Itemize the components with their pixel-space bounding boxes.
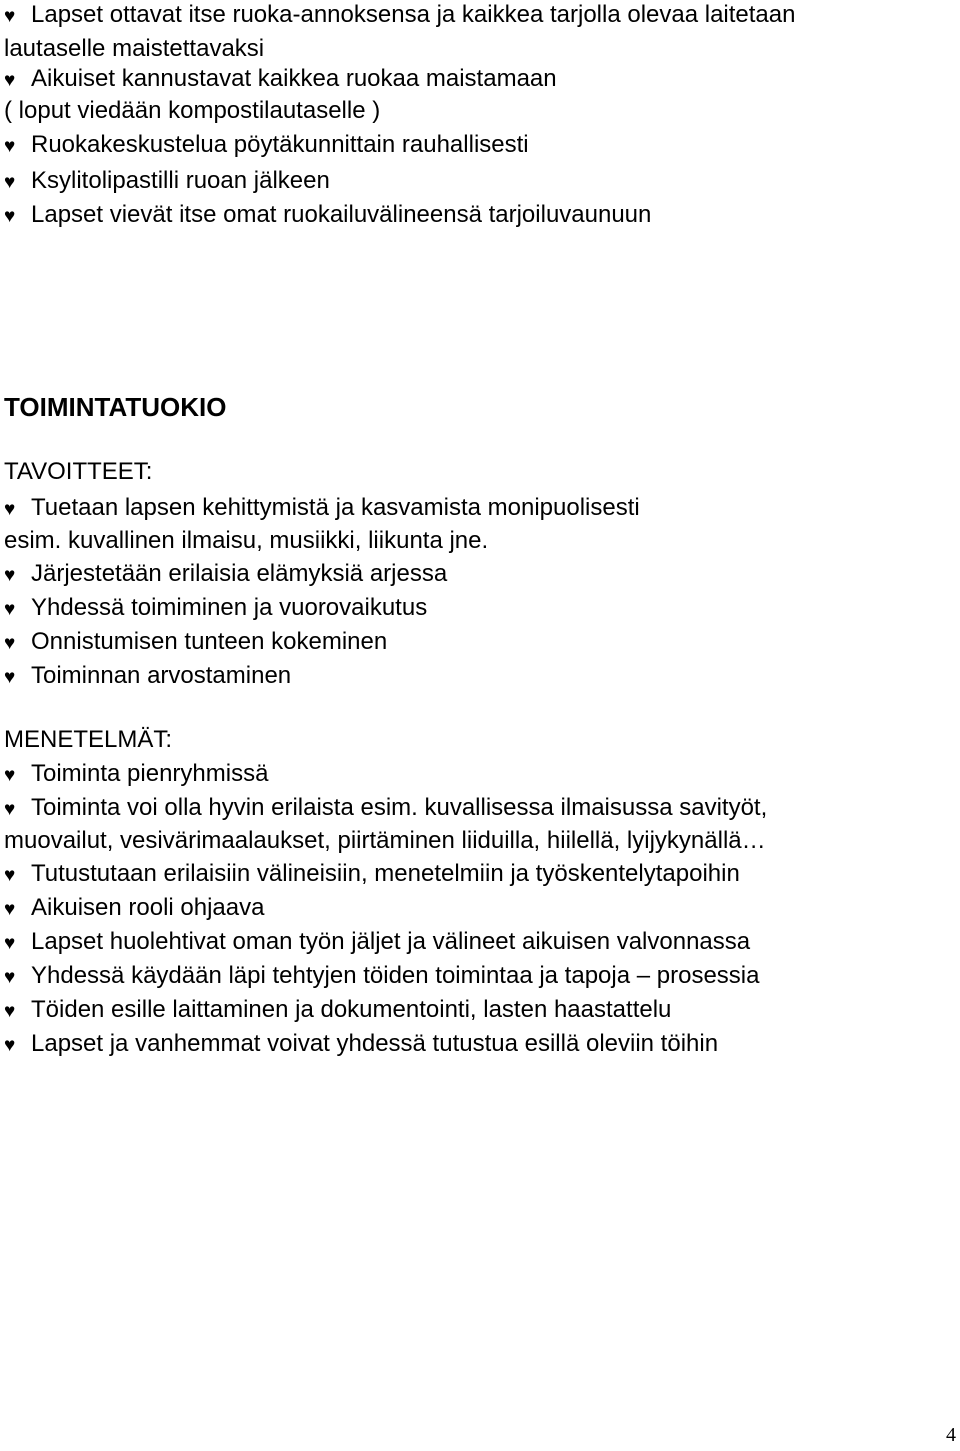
list-item: [4, 893, 264, 925]
list-item: [4, 130, 529, 162]
list-item: [4, 661, 291, 693]
list-item-continuation: [4, 34, 264, 64]
heart-bullet-icon: ♥: [4, 1001, 16, 1022]
list-item-text: Järjestetään erilaisia elämyksiä arjessa: [31, 560, 448, 587]
list-item-text: Yhdessä käydään läpi tehtyjen töiden toimintaa ja tapoja – prosessia: [31, 962, 760, 989]
list-item-text: Onnistumisen tunteen kokeminen: [31, 628, 388, 655]
list-item: [4, 593, 427, 625]
list-item: [4, 1029, 718, 1061]
list-item-text: Aikuisen rooli ohjaava: [31, 894, 265, 921]
heart-bullet-icon: ♥: [4, 1035, 16, 1056]
section-title: TOIMINTATUOKIO: [4, 392, 227, 422]
list-item: [4, 627, 387, 659]
list-item: [4, 64, 557, 96]
list-item: [4, 200, 651, 232]
list-item-text: Töiden esille laittaminen ja dokumentointi, lasten haastattelu: [31, 996, 672, 1023]
list-item-text: Toiminnan arvostaminen: [31, 662, 292, 689]
heart-bullet-icon: ♥: [4, 799, 16, 820]
list-item: [4, 859, 740, 891]
list-item: [4, 166, 330, 198]
list-item-continuation: [4, 826, 766, 856]
heart-bullet-icon: ♥: [4, 6, 16, 27]
list-item: [4, 559, 447, 591]
heart-bullet-icon: ♥: [4, 765, 16, 786]
heart-bullet-icon: ♥: [4, 667, 16, 688]
heart-bullet-icon: ♥: [4, 633, 16, 654]
heart-bullet-icon: ♥: [4, 499, 16, 520]
list-item-text: lautaselle maistettavaksi: [4, 35, 265, 62]
list-item-text: Ruokakeskustelua pöytäkunnittain rauhallisesti: [31, 131, 529, 158]
heart-bullet-icon: ♥: [4, 599, 16, 620]
list-item-text: Lapset vievät itse omat ruokailuvälineensä tarjoiluvaunuun: [31, 201, 652, 228]
list-item-continuation: [4, 526, 488, 556]
list-item-text: Lapset huolehtivat oman työn jäljet ja välineet aikuisen valvonnassa: [31, 928, 751, 955]
list-item: [4, 961, 759, 993]
list-item-continuation: [4, 96, 380, 126]
heart-bullet-icon: ♥: [4, 172, 16, 193]
list-item: [4, 0, 795, 32]
list-item: [4, 927, 750, 959]
list-item: [4, 493, 640, 525]
list-item: [4, 995, 671, 1027]
page-number: 4: [946, 1424, 956, 1446]
list-item-text: Ksylitolipastilli ruoan jälkeen: [31, 167, 330, 194]
heart-bullet-icon: ♥: [4, 565, 16, 586]
heart-bullet-icon: ♥: [4, 865, 16, 886]
list-item-text: Tuetaan lapsen kehittymistä ja kasvamista monipuolisesti: [31, 494, 640, 521]
list-item-text: Lapset ja vanhemmat voivat yhdessä tutustua esillä oleviin töihin: [31, 1030, 719, 1057]
heart-bullet-icon: ♥: [4, 70, 16, 91]
heart-bullet-icon: ♥: [4, 933, 16, 954]
heart-bullet-icon: ♥: [4, 967, 16, 988]
goals-label: TAVOITTEET:: [4, 458, 153, 485]
list-item-text: Aikuiset kannustavat kaikkea ruokaa maistamaan: [31, 65, 557, 92]
list-item-text: Yhdessä toimiminen ja vuorovaikutus: [31, 594, 428, 621]
list-item-text: Toiminta pienryhmissä: [31, 760, 269, 787]
list-item-text: Toiminta voi olla hyvin erilaista esim. kuvallisessa ilmaisussa savityöt,: [31, 794, 768, 821]
list-item-text: ( loput viedään kompostilautaselle ): [4, 97, 381, 124]
heart-bullet-icon: ♥: [4, 206, 16, 227]
list-item: [4, 759, 268, 791]
list-item: [4, 793, 767, 825]
list-item-text: Tutustutaan erilaisiin välineisiin, menetelmiin ja työskentelytapoihin: [31, 860, 740, 887]
list-item-text: Lapset ottavat itse ruoka-annoksensa ja kaikkea tarjolla olevaa laitetaan: [31, 1, 796, 28]
list-item-text: muovailut, vesivärimaalaukset, piirtäminen liiduilla, hiilellä, lyijykynällä…: [4, 827, 766, 854]
list-item-text: esim. kuvallinen ilmaisu, musiikki, liikunta jne.: [4, 527, 489, 554]
heart-bullet-icon: ♥: [4, 899, 16, 920]
methods-label: MENETELMÄT:: [4, 726, 173, 753]
heart-bullet-icon: ♥: [4, 136, 16, 157]
